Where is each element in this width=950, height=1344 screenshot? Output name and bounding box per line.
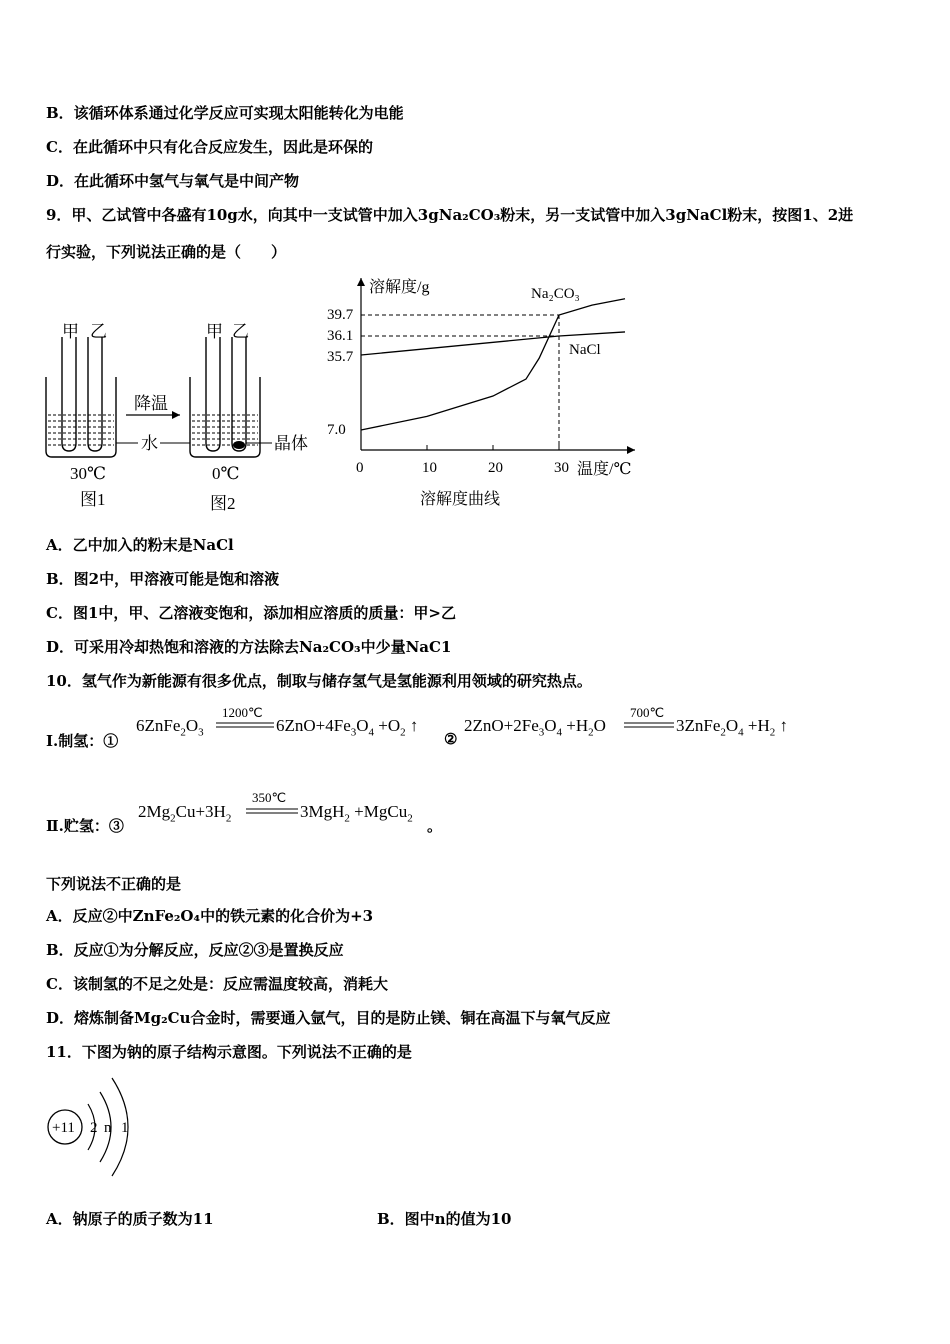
test-tube-figure <box>40 315 320 520</box>
q11-stem: 11．下图为钠的原子结构示意图。下列说法不正确的是 <box>46 1043 412 1061</box>
water-label: 水 <box>141 434 158 453</box>
series-line-na2co3 <box>361 299 625 430</box>
x-tick-label: 0 <box>356 460 364 476</box>
q10-option-a: A．反应②中ZnFe₂O₄中的铁元素的化合价为+3 <box>46 907 374 925</box>
part3-label: Ⅱ.贮氢：③ <box>46 817 124 835</box>
equation-1-left: $6ZnFe_2O_3$ <box>136 716 204 739</box>
equation-3-left: $2Mg_2Cu+3H_2$ <box>138 802 232 825</box>
eq1-equals-sign <box>216 721 274 729</box>
period: 。 <box>427 817 443 835</box>
x-tick-label: 10 <box>422 460 437 476</box>
chart-title: 溶解度曲线 <box>420 491 501 508</box>
figure2-caption: 图2 <box>210 494 236 513</box>
equation-1-right: $6ZnO+4Fe_3O_4 +O_2$ ↑ <box>276 716 419 739</box>
q8-option-d: D．在此循环中氢气与氧气是中间产物 <box>46 172 300 190</box>
crystal-deposit <box>233 441 245 449</box>
q10-stem: 10．氢气作为新能源有很多优点，制取与储存氢气是氢能源利用领域的研究热点。 <box>46 672 592 690</box>
q8-option-b: B．该循环体系通过化学反应可实现太阳能转化为电能 <box>46 104 404 122</box>
eq3-condition: 350℃ <box>252 790 287 805</box>
eq2-equals-sign <box>624 721 674 729</box>
x-tick-label: 30 <box>554 460 569 476</box>
label-yi-2: 乙 <box>232 322 249 341</box>
figure1-caption: 图1 <box>80 490 106 509</box>
q9-option-c: C．图1中，甲、乙溶液变饱和，添加相应溶质的质量：甲>乙 <box>46 604 456 622</box>
q9-option-b: B．图2中，甲溶液可能是饱和溶液 <box>46 570 280 588</box>
x-axis-label: 温度/℃ <box>577 461 632 478</box>
q10-option-b: B．反应①为分解反应，反应②③是置换反应 <box>46 941 344 959</box>
equation-3-right: 3MgH$_2$ +MgCu$_2$ <box>300 802 413 825</box>
y-tick-label: 7.0 <box>327 422 346 438</box>
q9-option-d: D．可采用冷却热饱和溶液的方法除去Na₂CO₃中少量NaC1 <box>46 638 452 656</box>
temp-30: 30℃ <box>70 464 107 483</box>
q11-option-b: B．图中n的值为10 <box>377 1210 512 1228</box>
x-tick-label: 20 <box>488 460 503 476</box>
label-yi-1: 乙 <box>90 322 107 341</box>
y-tick-label: 39.7 <box>327 307 354 323</box>
y-axis-label: 溶解度/g <box>369 279 430 296</box>
q10-option-c: C．该制氢的不足之处是：反应需温度较高，消耗大 <box>46 975 388 993</box>
x-axis-arrow <box>627 446 635 454</box>
shell-1-count: 2 <box>90 1120 98 1136</box>
y-tick-label: 36.1 <box>327 328 354 344</box>
shell-2-count: n <box>104 1120 112 1136</box>
eq3-equals-sign <box>246 807 298 815</box>
equation-2-left: $2ZnO+2Fe_3O_4 +H_2O$ <box>464 716 606 739</box>
sodium-atom-diagram <box>44 1070 144 1180</box>
q9-stem-line1: 9．甲、乙试管中各盛有10g水，向其中一支试管中加入3gNa₂CO₃粉末，另一支试管中加入3gNaCl粉末，按图1、2进 <box>46 206 854 224</box>
nucleus-label: +11 <box>52 1120 75 1136</box>
part1-label: Ⅰ.制氢：① <box>46 732 119 750</box>
series-label-nacl: NaCl <box>569 342 601 358</box>
q11-option-a: A．钠原子的质子数为11 <box>46 1210 214 1228</box>
label-jia-2: 甲 <box>206 322 223 341</box>
y-tick-label: 35.7 <box>327 349 354 365</box>
y-axis-arrow <box>357 278 365 286</box>
equation-2-right: $3ZnFe_2O_4 +H_2$ ↑ <box>676 716 789 739</box>
eq1-condition: 1200℃ <box>222 705 263 720</box>
q10-prompt: 下列说法不正确的是 <box>46 875 182 893</box>
q9-stem-line2: 行实验，下列说法正确的是（ ） <box>46 243 287 261</box>
crystal-label: 晶体 <box>274 434 308 453</box>
q10-option-d: D．熔炼制备Mg₂Cu合金时，需要通入氩气，目的是防止镁、铜在高温下与氧气反应 <box>46 1009 611 1027</box>
solubility-chart <box>325 270 655 515</box>
part2-mark: ② <box>444 730 458 748</box>
cooling-label: 降温 <box>134 394 168 413</box>
q8-option-c: C．在此循环中只有化合反应发生，因此是环保的 <box>46 138 373 156</box>
eq2-condition: 700℃ <box>630 705 665 720</box>
label-jia-1: 甲 <box>62 322 79 341</box>
series-label-na2co3: Na₂CO₃ <box>531 286 580 302</box>
shell-3-count: 1 <box>121 1120 129 1136</box>
q9-option-a: A．乙中加入的粉末是NaCl <box>46 536 234 554</box>
temp-0: 0℃ <box>212 464 240 483</box>
